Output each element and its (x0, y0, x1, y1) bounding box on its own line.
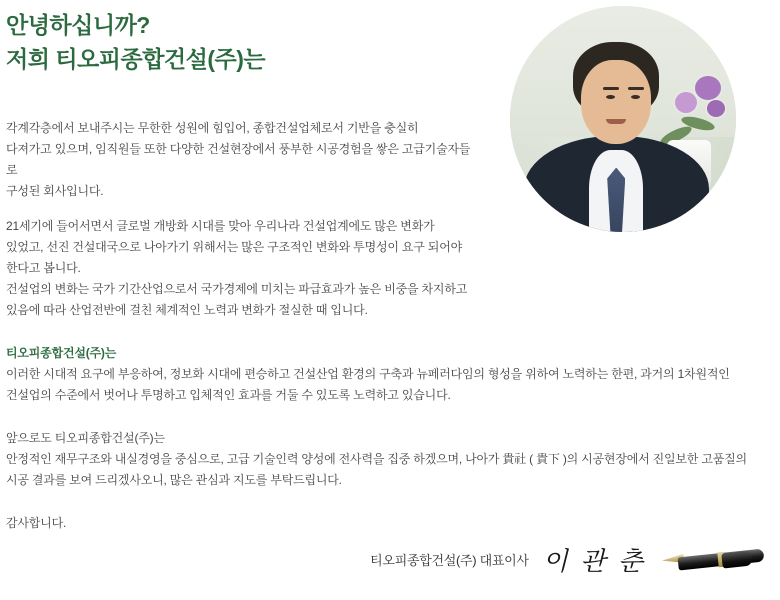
spacer (6, 420, 774, 428)
paragraph-line: 있음에 따라 산업전반에 걸친 체계적인 노력과 변화가 절실한 때 입니다. (6, 303, 368, 317)
paragraph-line: 건설업의 수준에서 벗어나 투명하고 입체적인 효과를 거둘 수 있도록 노력하고 있습니다. (6, 388, 451, 402)
spacer (6, 335, 774, 343)
page-title-line1: 안녕하십니까? (6, 12, 150, 38)
paragraph-line: 안정적인 재무구조와 내실경영을 중심으로, 고급 기술인력 양성에 전사력을 집중 하겠으며, 나아가 貴社 ( 貴下 )의 시공현장에서 진일보한 고품질의 (6, 452, 747, 466)
pen-cap (721, 550, 752, 568)
page-title (6, 8, 526, 76)
signature-block (370, 541, 764, 578)
section-one-heading: 티오피종합건설(주)는 (6, 346, 117, 360)
section-two-heading: 앞으로도 티오피종합건설(주)는 (6, 431, 165, 445)
paragraph-line: 감사합니다. (6, 516, 67, 530)
paragraph-line: 시공 결과를 보여 드리겠사오니, 많은 관심과 지도를 부탁드립니다. (6, 473, 342, 487)
signature-company-title: 티오피종합건설(주) 대표이사 (370, 553, 529, 568)
portrait-eyebrow-right (628, 87, 644, 90)
section-two (6, 428, 774, 491)
greeting-body (6, 118, 774, 548)
fountain-pen-icon (660, 547, 764, 573)
signature-name: 이 관 춘 (542, 547, 646, 576)
paragraph-line: 구성된 회사입니다. (6, 184, 104, 198)
paragraph-line: 다져가고 있으며, 임직원들 또한 다양한 건설현장에서 풍부한 시공경험을 쌓은 고급기술자들로 (6, 142, 471, 177)
paragraph-line: 있었고, 선진 건설대국으로 나아가기 위해서는 많은 구조적인 변화와 투명성이 요구 되어야 (6, 240, 462, 254)
portrait-eyebrow-left (603, 87, 619, 90)
flower-icon (695, 76, 721, 100)
closing-line (6, 513, 774, 534)
paragraph-line: 건설업의 변화는 국가 기간산업으로서 국가경제에 미치는 파급효과가 높은 비중을 차지하고 (6, 282, 468, 296)
section-one (6, 343, 774, 406)
flower-icon (675, 92, 697, 113)
spacer (6, 505, 774, 513)
paragraph-intro (6, 118, 476, 202)
paragraph-line: 21세기에 들어서면서 글로벌 개방화 시대를 맞아 우리나라 건설업계에도 많은 변화가 (6, 219, 435, 233)
paragraph-line: 이러한 시대적 요구에 부응하여, 정보화 시대에 편승하고 건설산업 환경의 구축과 뉴페러다임의 형성을 위하여 노력하는 한편, 과거의 1차원적인 (6, 367, 730, 381)
paragraph-line: 한다고 봅니다. (6, 261, 81, 275)
page-title-line2: 저희 티오피종합건설(주)는 (6, 46, 266, 72)
flower-icon (707, 100, 725, 117)
paragraph-line: 각계각층에서 보내주시는 무한한 성원에 힘입어, 종합건설업체로서 기반을 충실히 (6, 121, 419, 135)
paragraph-three (6, 279, 774, 321)
paragraph-two (6, 216, 774, 279)
